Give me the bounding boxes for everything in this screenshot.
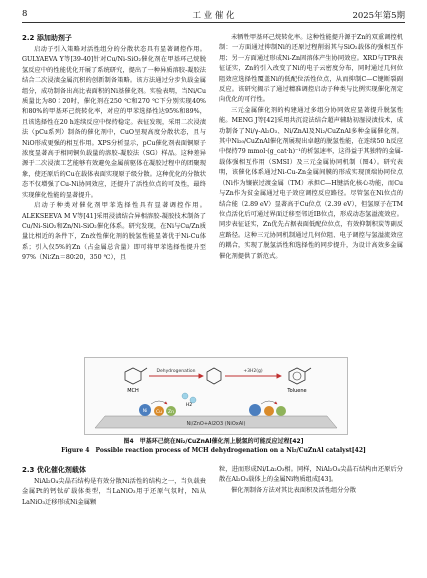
paragraph: 启动子种类对催化剂甲苯选择性具有显著调控作用。ALEKSEEVA M V等[41]采用浸渍结合异相溶胶-凝胶技术制备了Cu/Ni-SiO₂和Zn/Ni-SiO₂催化体系。研究发现，在Ni与Cu/Zn质量比相近的条件下，Zn改性催化剂的脱氢性能显著优于Ni-Cu体系；引入仅5%的Zn（占金属总含量）即可将甲苯选择性提升至97%（Ni∶Zn＝80∶20，350 ℃），且 xyxy=(22,202,206,262)
section-heading-2-2: 2.2 添加助剂子 xyxy=(22,34,72,42)
bottom-left-column xyxy=(22,465,206,508)
paragraph: 未牺牲甲基环己烷转化率。这种性能提升源于Zn的双重调控机制：一方面通过抑制Ni的还原过程削弱其与SiO₂载体的强相互作用；另一方面通过形成Ni-Zn固溶体产生协同效应。XRD与TPR表征证实，Zn的引入改变了Ni的电子云密度分布，同时通过几何位阻效应选择性覆盖Ni的低配位活性位点，从而抑制C—C键断裂副反应。该研究揭示了通过精准调控启动子种类与比例实现催化剂定向优化的可行性。 xyxy=(219,34,403,104)
right-column xyxy=(219,33,403,262)
journal-title: 工 业 催 化 xyxy=(192,11,235,21)
paragraph: 三元金属催化剂的构建通过多组分协同效应显著提升脱氢性能。MENG J等[42]采用共沉淀法结合超声辅助初湿浸渍技术，成功制备了Ni/γ-Al₂O₃、Ni/ZnAl及Ni₂/CuZnAl多种金属催化剂。其中Ni₂₀/CuZnAl催化剂展现出卓越的脱氢性能，在连续50 h反应中保持79 mmol·(g_cat·h)⁻¹的析氢速率，这得益于其独特的金属-载体强相互作用（SMSI）及三元金属协同机制（图4）。研究表明，该催化体系通过Ni-Cu-Zn金属间膜的形成实现顶端协同位点（Ni作为镶嵌过渡金属（TM）承担C—H键活化核心功能，而Cu与Zn作为贫金属通过电子效应调控反应路径。尽管氢在Ni位点的结合能（2.89 eV）显著高于Cu位点（2.39 eV），但氢原子在TM位点活化后可通过界面迁移至邻近IB位点，形成动态氢溢流效应。同步表征证实，Zn优先占据表面低配位位点，有效抑制积炭等副反应路径。这种三元协同机制通过几何位阻、电子调控与氢溢流效应的耦合，实现了脱氢活性和选择性的同步提升，为设计高效多金属催化剂提供了新范式。 xyxy=(219,106,403,260)
header-rule xyxy=(22,22,405,23)
bottom-right-column xyxy=(219,465,403,496)
support-label: Ni/ZnO+Al2O3 (NiOxAl) xyxy=(186,421,246,427)
paragraph: 催化剂制备方法对其比表面积及活性组分分散 xyxy=(231,486,356,494)
toluene-molecule xyxy=(289,368,305,384)
mch-molecule xyxy=(125,368,141,384)
dehydro-label: Dehydrogenation xyxy=(156,369,196,374)
section-heading-2-3: 2.3 优化催化剂载体 xyxy=(22,466,86,474)
figure-caption-zh: 图4 甲基环己烷在Ni₂/CuZnAl催化剂上脱氢的可能反应过程[42] xyxy=(123,438,304,445)
step-label: +3H2(g) xyxy=(243,369,263,374)
cu-label: Cu xyxy=(156,410,162,415)
ni-site-2 xyxy=(249,404,261,416)
cu-site-2 xyxy=(264,406,274,416)
reaction-diagram xyxy=(85,358,347,434)
ni-label: Ni xyxy=(142,409,148,414)
toluene-label: Toluene xyxy=(287,388,307,394)
figure-caption-en: Figure 4 Possible reaction process of MCH dehydrogenation on a Ni₂/CuZnAl catalyst[42] xyxy=(61,447,366,454)
intermediate-molecule xyxy=(207,368,221,384)
mch-label: MCH xyxy=(127,388,139,394)
issue-info: 2025年第5期 xyxy=(352,11,405,21)
paragraph: NiAl₂O₄尖晶石结构是有效分散Ni活性的结构之一，当负载贵金属Pt的钙钛矿载体类型，当LaNiO₃用于还原气氛时，Ni从LaNiO₃迁移形成Ni金属颗 xyxy=(22,478,206,506)
left-column xyxy=(22,33,206,264)
h2-label: H2 xyxy=(185,403,193,408)
zn-site-2 xyxy=(276,406,286,416)
page-number: 8 xyxy=(22,9,28,19)
page-header xyxy=(22,9,405,21)
paragraph: 启动子引入策略对活性组分的分散状态具有显著调控作用。GULYAEVA Y等[39-40]针对Cu/Ni-SiO₂催化剂在甲基环己烷脱氢反应中的性能优化开展了系统研究，提出了一种异质溶胶-凝胶法结合二次浸渍金属沉积的创新制备策略。该方法通过分步负载金属组分，成功制备出高比表面积的Ni基催化剂。实验表明，当Ni/Cu质量比为80∶20时，催化剂在250 ℃和270 ℃下分别实现40%和80%的甲基环己烷转化率，对应的甲苯选择性达95%和89%，且该选择性在20 h连续反应中保持稳定。表征发现，采用二次浸渍法（pCu系列）制备的催化剂中，CuO呈现高度分散状态，且与NiO形成更强的相互作用。XPS分析显示，pCu催化剂表面铜原子浓度显著高于相同铜负载量的溶胶-凝胶法（SG）样品。这种差异源于二次浸渍工艺能够有效避免金属前驱体在凝胶过程中的团聚现象，使还原后的Cu在载体表面实现原子级分散。这种优化的分散状态不仅增强了Cu-Ni协同效应，还提升了活性位点的可及性，最终实现催化性能的显著提升。 xyxy=(22,46,206,199)
reaction-figure xyxy=(84,357,348,435)
zn-label: Zn xyxy=(168,410,174,415)
paragraph: 粒，进而形成Ni/La₂O₃相。同样，NiAl₂O₄尖晶石结构由还原后分散在Al₂O₃载体上的金属Ni物质组成[43]。 xyxy=(219,466,403,484)
